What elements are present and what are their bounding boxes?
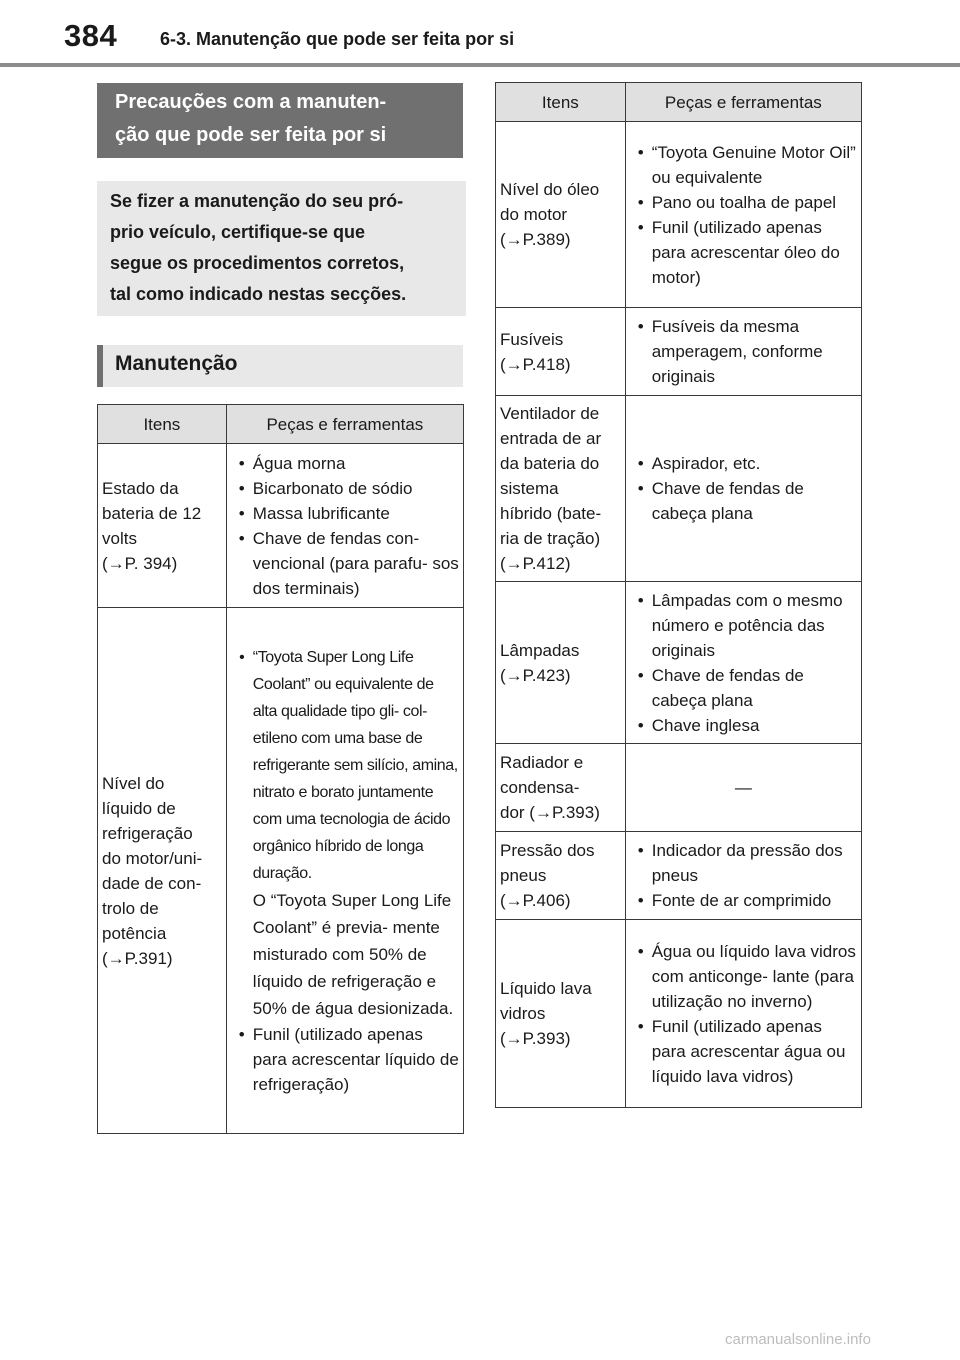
item-line: dade de con-: [102, 873, 202, 893]
intro-line: prio veículo, certifique-se que: [110, 222, 366, 242]
item-line: Líquido lava: [500, 979, 592, 998]
item-line: Estado da: [102, 478, 179, 498]
item-line: (→P.389): [500, 230, 571, 249]
column-header-tools: Peças e ferramentas: [625, 83, 861, 122]
list-item: • Pano ou toalha de papel: [630, 190, 857, 215]
item-line: do motor/uni-: [102, 848, 203, 868]
item-line: ria de tração): [500, 529, 601, 548]
table-header-row: [496, 83, 862, 122]
list-item: • Chave inglesa: [630, 713, 857, 738]
item-cell: [496, 832, 626, 920]
item-line: Pressão dos: [500, 841, 595, 860]
list-item: • Chave de fendas de cabeça plana: [630, 663, 857, 713]
list-item: • Chave de fendas de cabeça plana: [630, 476, 857, 526]
table-row: [98, 608, 464, 1134]
tools-cell: [625, 122, 861, 308]
item-line: refrigeração: [102, 823, 193, 843]
item-line: volts: [102, 528, 137, 548]
tools-cell: [625, 920, 861, 1108]
header-divider: [0, 63, 960, 67]
watermark: carmanualsonline.info: [725, 1331, 871, 1348]
item-cell: [496, 920, 626, 1108]
item-line: potência: [102, 923, 167, 943]
item-line: sistema: [500, 479, 559, 498]
column-header-tools: Peças e ferramentas: [226, 405, 463, 444]
list-item: • Lâmpadas com o mesmo número e potência das originais: [630, 588, 857, 663]
item-line: vidros: [500, 1004, 546, 1023]
list-item: • Aspirador, etc.: [630, 451, 857, 476]
tools-list: [630, 140, 857, 290]
tools-cell: [625, 832, 861, 920]
list-item: • Massa lubrificante: [231, 501, 459, 526]
item-line: Nível do: [102, 773, 165, 793]
tools-cell: [625, 396, 861, 582]
item-cell: [496, 396, 626, 582]
list-item: • Bicarbonato de sódio: [231, 476, 459, 501]
precautions-title-line: Precauções com a manuten-: [115, 91, 387, 113]
item-line: (→P.391): [102, 948, 173, 968]
item-line: dor (→P.393): [500, 803, 600, 822]
tools-list: [630, 588, 857, 738]
maintenance-heading: Manutenção: [97, 345, 463, 387]
precautions-title-line: ção que pode ser feita por si: [115, 124, 387, 146]
intro-line: tal como indicado nestas secções.: [110, 284, 407, 304]
item-line: Fusíveis: [500, 329, 564, 349]
item-line: híbrido (bate-: [500, 504, 602, 523]
tools-list: [231, 644, 459, 887]
item-cell: [496, 582, 626, 744]
list-item: • “Toyota Super Long Life Coolant” ou equivalente de alta qualidade tipo gli- col-etileno com uma base de refrigerante sem silício, amina, nitrato e borato juntamente com uma tecnologia de ácido orgânico híbrido de longa duração.: [231, 644, 459, 887]
item-line: Nível do óleo: [500, 180, 600, 199]
item-line: (→P.423): [500, 665, 571, 685]
list-item: • Fonte de ar comprimido: [630, 888, 857, 913]
intro-line: segue os procedimentos corretos,: [110, 253, 405, 273]
item-cell: [496, 744, 626, 832]
item-line: condensa-: [500, 778, 580, 797]
column-header-items: Itens: [496, 83, 626, 122]
tools-cell-empty-dash: —: [625, 744, 861, 832]
item-line: entrada de ar: [500, 429, 602, 448]
tools-list: [231, 451, 459, 601]
list-item: • “Toyota Genuine Motor Oil” ou equivalente: [630, 140, 857, 190]
column-header-items: Itens: [98, 405, 227, 444]
list-item: • Funil (utilizado apenas para acrescentar óleo do motor): [630, 215, 857, 290]
list-item: • Funil (utilizado apenas para acrescentar líquido de refrigeração): [231, 1022, 459, 1097]
item-line: da bateria do: [500, 454, 600, 473]
item-line: (→P.393): [500, 1029, 571, 1048]
list-item: • Água ou líquido lava vidros com anticonge- lante (para utilização no inverno): [630, 939, 857, 1014]
table-header-row: [98, 405, 464, 444]
page-header: [0, 0, 960, 68]
item-cell: [98, 608, 227, 1134]
tools-list: [231, 1022, 459, 1097]
item-line: (→P.418): [500, 354, 571, 374]
tools-cell: [625, 582, 861, 744]
tools-cell: [226, 444, 463, 608]
item-line: Ventilador de: [500, 404, 600, 423]
table-row: [98, 444, 464, 608]
item-line: (→P.412): [500, 554, 571, 573]
coolant-note: O “Toyota Super Long Life Coolant” é previa- mente misturado com 50% de líquido de refrigeração e 50% de água desionizada.: [252, 891, 454, 1018]
table-row: [496, 920, 862, 1108]
list-item: • Chave de fendas con- vencional (para parafu- sos dos terminais): [231, 526, 459, 601]
list-item: • Funil (utilizado apenas para acrescentar água ou líquido lava vidros): [630, 1014, 857, 1089]
precautions-heading-box: [97, 83, 463, 158]
table-row: [496, 308, 862, 396]
tools-list: [630, 838, 857, 913]
item-line: (→P.406): [500, 891, 571, 910]
item-cell: [496, 122, 626, 308]
item-line: do motor: [500, 205, 568, 224]
table-row: [496, 122, 862, 308]
item-line: Lâmpadas: [500, 640, 580, 660]
list-item: • Fusíveis da mesma amperagem, conforme originais: [630, 314, 857, 389]
intro-line: Se fizer a manutenção do seu pró-: [110, 191, 404, 211]
tools-list: [630, 314, 857, 389]
item-line: trolo de: [102, 898, 159, 918]
item-line: líquido de: [102, 798, 176, 818]
table-row: [496, 832, 862, 920]
tools-list: [630, 451, 857, 526]
table-row: [496, 582, 862, 744]
list-item: • Indicador da pressão dos pneus: [630, 838, 857, 888]
table-row: [496, 396, 862, 582]
item-line: pneus: [500, 866, 547, 885]
list-item: • Água morna: [231, 451, 459, 476]
item-line: (→P. 394): [102, 553, 178, 573]
item-line: Radiador e: [500, 753, 584, 772]
table-row: [496, 744, 862, 832]
intro-box: [97, 181, 466, 316]
item-cell: [496, 308, 626, 396]
maintenance-table-left: [97, 404, 464, 1134]
item-cell: [98, 444, 227, 608]
maintenance-table-right: [495, 82, 862, 1108]
tools-cell: [625, 308, 861, 396]
section-title: 6-3. Manutenção que pode ser feita por si: [160, 29, 515, 49]
tools-list: [630, 939, 857, 1089]
item-line: bateria de 12: [102, 503, 202, 523]
page-number: 384: [64, 18, 118, 53]
tools-cell: [226, 608, 463, 1134]
